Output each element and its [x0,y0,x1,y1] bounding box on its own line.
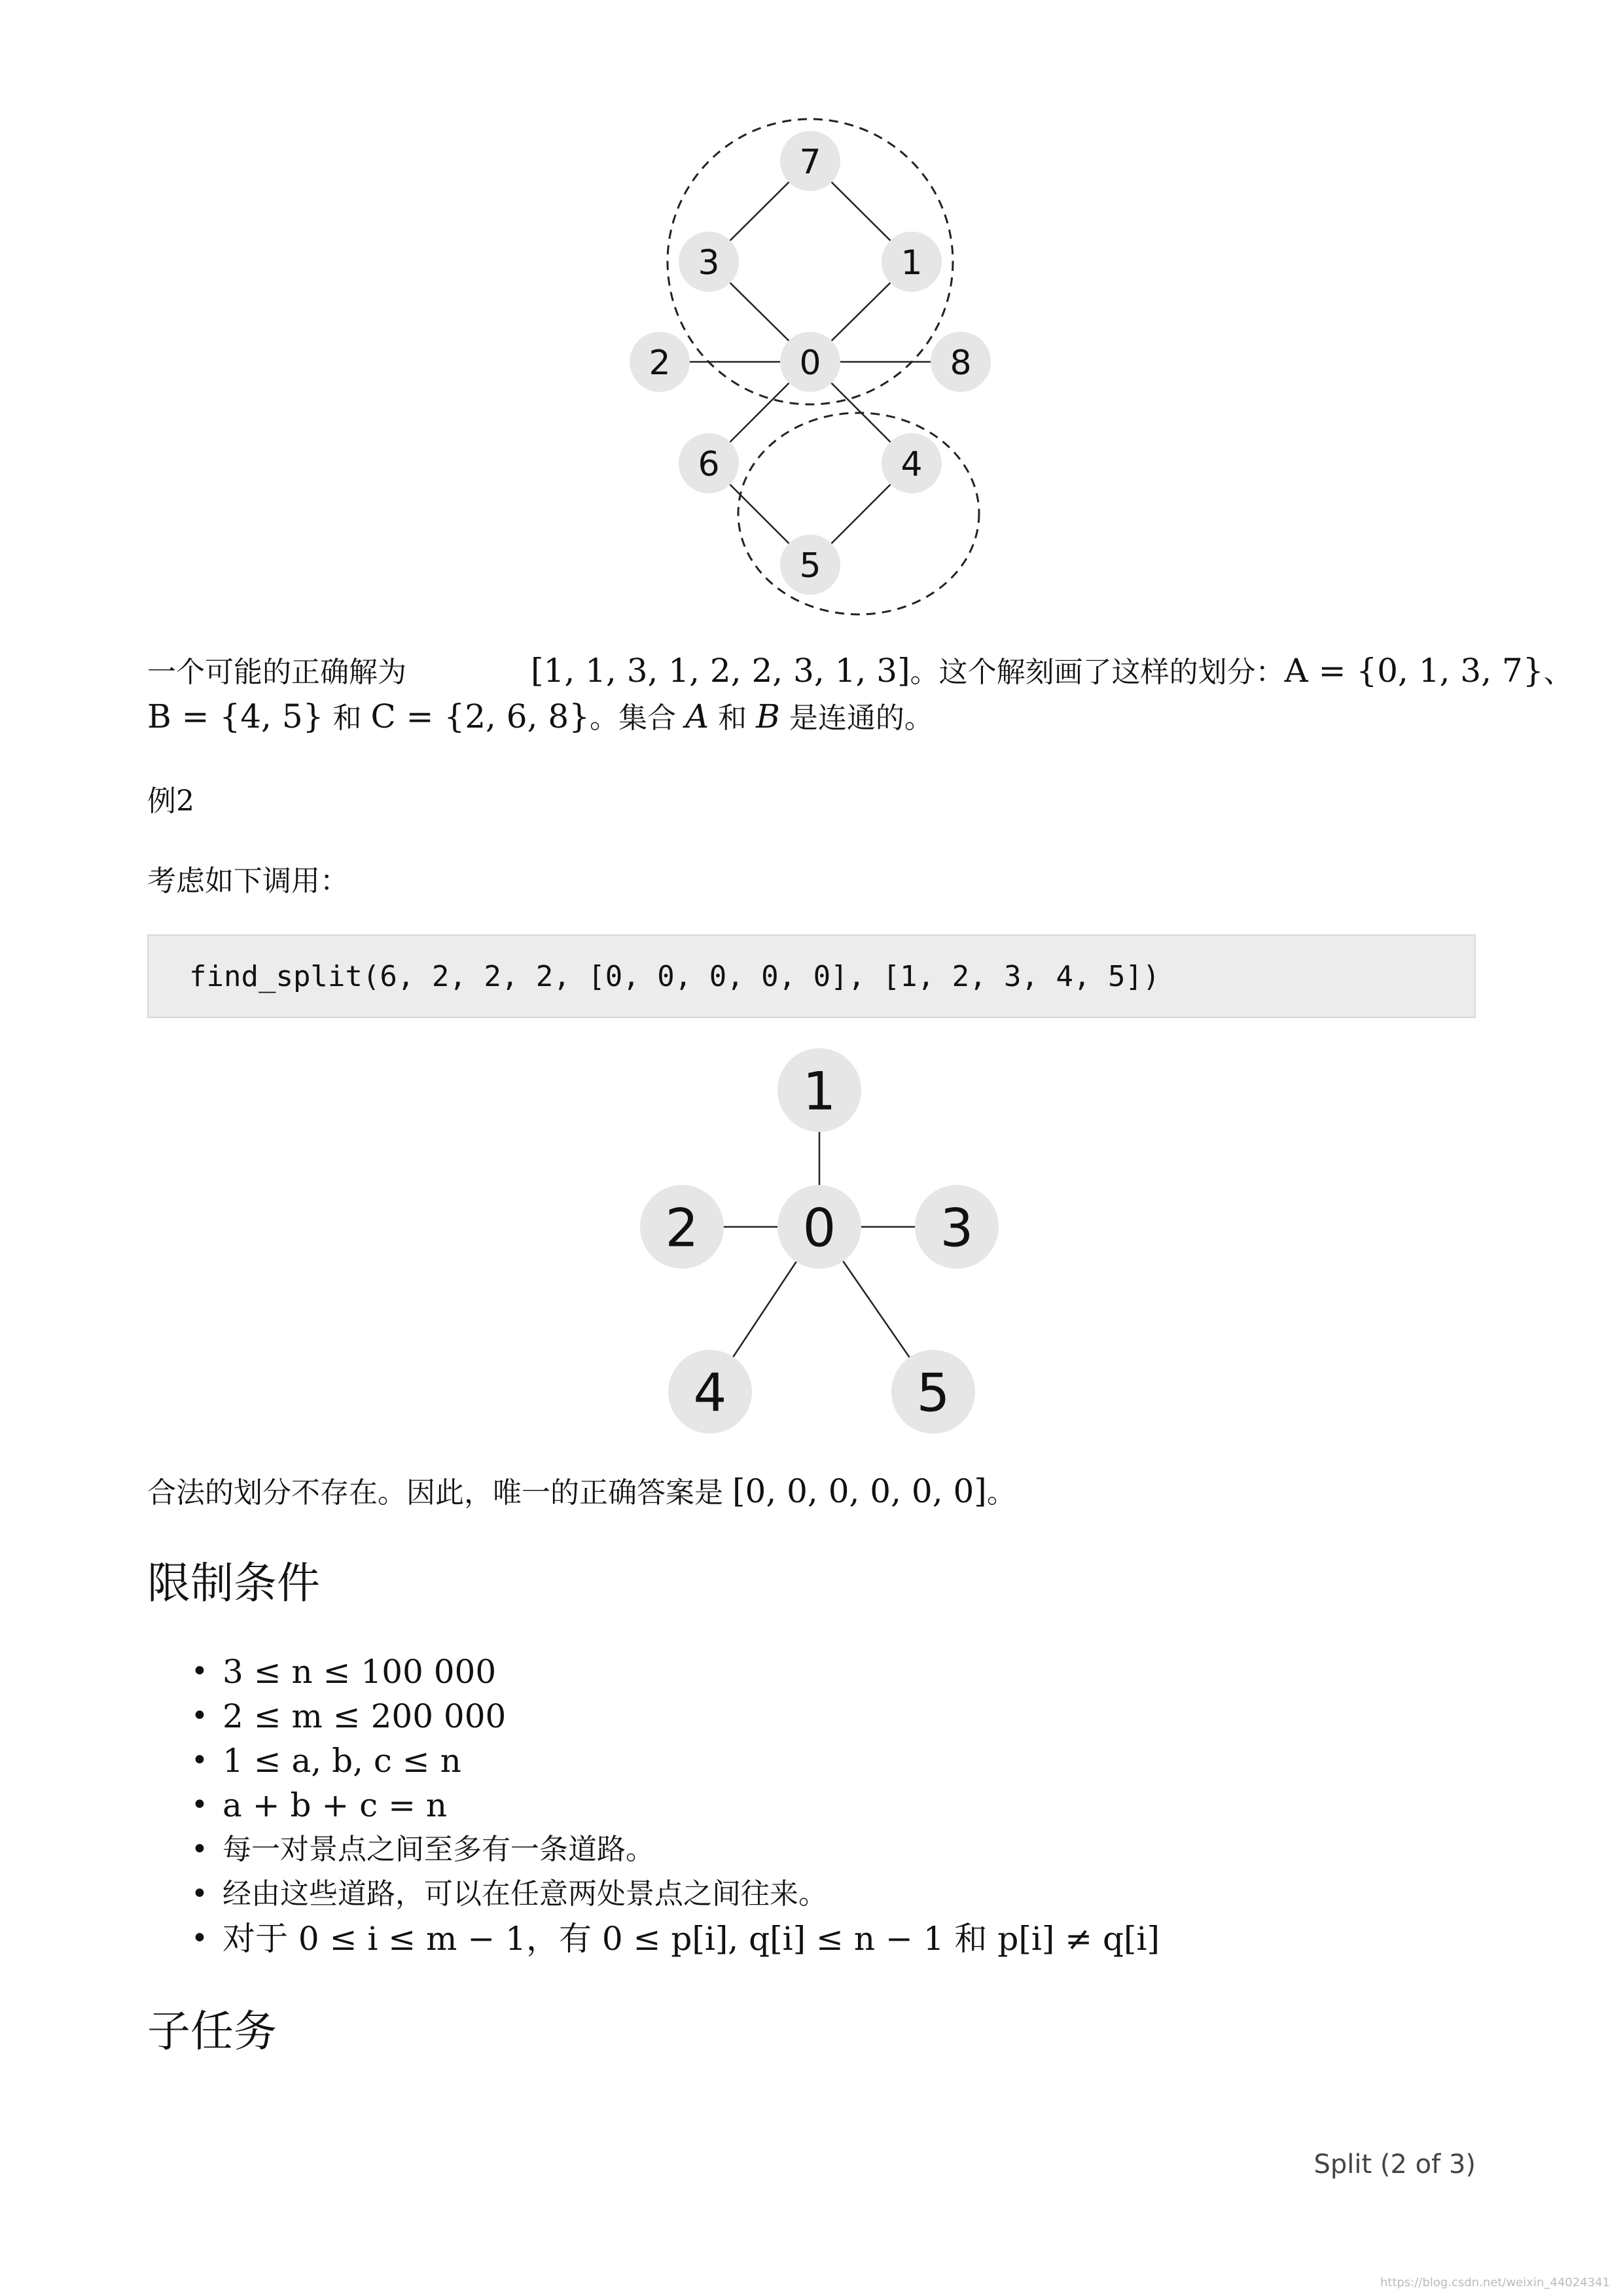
list-item: • 对于 0 ≤ i ≤ m − 1，有 0 ≤ p[i], q[i] ≤ n − 1 和 p[i] ≠ q[i] [191,1920,1160,1958]
list-item: • 3 ≤ n ≤ 100 000 [191,1653,497,1691]
solution-paragraph-line-1 [147,650,1573,694]
answer-array: [0, 0, 0, 0, 0, 0] [732,1472,987,1510]
node-2-label: 2 [665,1197,699,1259]
constraints-list [191,1650,1160,1961]
list-item: • 1 ≤ a, b, c ≤ n [191,1742,461,1780]
example-2-label: 例2 [147,785,194,818]
list-separator: 、 [1543,656,1573,689]
connected-suffix-text: 是连通的。 [779,701,933,735]
node-5-label: 5 [916,1362,950,1424]
node-0-label: 0 [799,344,821,383]
list-item: • 2 ≤ m ≤ 200 000 [191,1697,507,1735]
set-c-definition: C = {2, 6, 8} [370,698,590,735]
solution-paragraph-line-2 [147,696,933,739]
node-4-label: 4 [901,445,923,484]
node-0-label: 0 [802,1197,836,1259]
graph-2 [628,1040,1008,1453]
solution-array: [1, 1, 3, 1, 2, 2, 3, 1, 3] [531,652,910,690]
set-a-symbol: A [685,698,709,735]
node-1-label: 1 [802,1061,836,1122]
set-b-definition: B = {4, 5} [147,698,324,735]
subtasks-heading: 子任务 [147,2006,277,2057]
no-partition-text: 合法的划分不存在。因此，唯一的正确答案是 [147,1476,732,1510]
page-footer: Split (2 of 3) [1313,2149,1476,2180]
list-item: • a + b + c = n [191,1786,448,1824]
watermark: https://blog.csdn.net/weixin_44024341 [1380,2276,1610,2289]
node-3-label: 3 [698,243,720,283]
code-call: find_split(6, 2, 2, 2, [0, 0, 0, 0, 0], [1, 2, 3, 4, 5]) [189,960,1160,993]
constraints-heading: 限制条件 [147,1558,320,1608]
no-partition-paragraph [147,1470,1016,1514]
and-text: 和 [323,701,371,735]
list-item: • 经由这些道路，可以在任意两处景点之间往来。 [191,1877,827,1911]
node-2-label: 2 [649,344,671,383]
node-1-label: 1 [901,243,923,283]
set-b-dashed-ellipse [738,413,979,614]
example-2-intro: 考虑如下调用： [147,864,349,898]
code-block [147,934,1476,1018]
solution-intro-text: 一个可能的正确解为 [147,656,406,689]
period: 。 [986,1476,1016,1510]
node-6-label: 6 [698,445,720,484]
graph-1 [589,105,1034,628]
set-a-definition: A = {0, 1, 3, 7} [1284,652,1544,690]
partition-description-text: 。这个解刻画了这样的划分： [910,656,1285,689]
list-item: • 每一对景点之间至多有一条道路。 [191,1833,654,1866]
connected-sets-text: 。集合 [590,701,686,735]
set-b-symbol: B [756,698,780,735]
and-text-2: 和 [709,701,757,735]
node-4-label: 4 [693,1362,727,1424]
node-3-label: 3 [940,1197,974,1259]
node-5-label: 5 [799,546,821,586]
node-7-label: 7 [799,143,821,182]
node-8-label: 8 [950,344,972,383]
